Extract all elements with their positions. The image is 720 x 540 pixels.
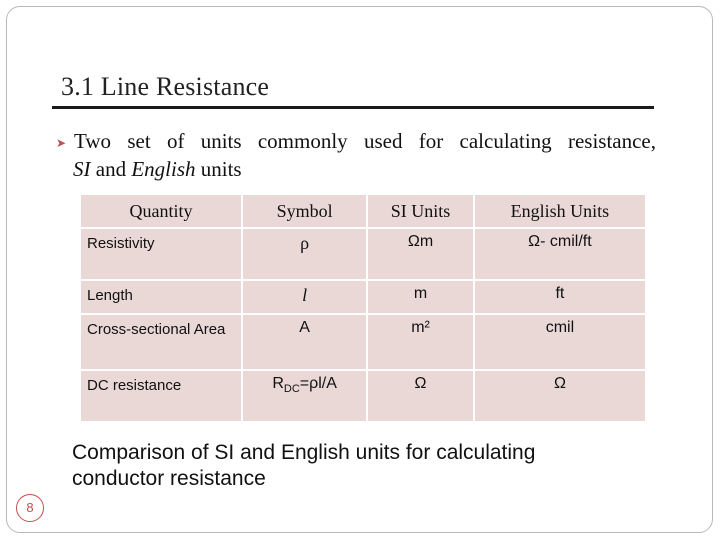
table-row — [80, 228, 646, 280]
table-row — [80, 370, 646, 422]
cell-quantity: Length — [80, 280, 242, 314]
bullet-icon: ➤ — [56, 136, 67, 151]
english-term: English — [131, 157, 196, 182]
cell-english-unit: Ω- cmil/ft — [474, 228, 646, 280]
cell-english-unit: ft — [474, 280, 646, 314]
cell-symbol: ρ — [242, 228, 367, 280]
slide-title: 3.1 Line Resistance — [61, 72, 270, 101]
cell-symbol: A — [242, 314, 367, 370]
header-english-units: English Units — [474, 194, 646, 228]
cell-english-unit: cmil — [474, 314, 646, 370]
table-caption: Comparison of SI and English units for calculating conductor resistance — [72, 441, 536, 490]
and-text: and — [90, 157, 132, 182]
bullet-line-1: Two set of units commonly used for calculating resistance, — [74, 129, 656, 153]
cell-quantity: DC resistance — [80, 370, 242, 422]
header-symbol: Symbol — [242, 194, 367, 228]
cell-symbol: $R_{DC}=\rho l/A$ — [242, 370, 367, 422]
title-underline — [52, 106, 654, 109]
bullet-line-2 — [56, 156, 656, 182]
header-quantity: Quantity — [80, 194, 242, 228]
table-header-row — [80, 194, 646, 228]
si-term: SI — [73, 157, 91, 182]
cell-english-unit: Ω — [474, 370, 646, 422]
cell-symbol: l — [242, 280, 367, 314]
cell-si-unit: m² — [367, 314, 474, 370]
cell-quantity: Cross-sectional Area — [80, 314, 242, 370]
cell-si-unit: m — [367, 280, 474, 314]
cell-si-unit: Ωm — [367, 228, 474, 280]
units-text: units — [195, 157, 242, 182]
units-table — [79, 193, 647, 423]
cell-quantity: Resistivity — [80, 228, 242, 280]
table-row — [80, 280, 646, 314]
table-row — [80, 314, 646, 370]
page-number-badge: 8 — [16, 494, 44, 522]
header-si-units: SI Units — [367, 194, 474, 228]
cell-si-unit: Ω — [367, 370, 474, 422]
bullet-text — [56, 128, 656, 182]
